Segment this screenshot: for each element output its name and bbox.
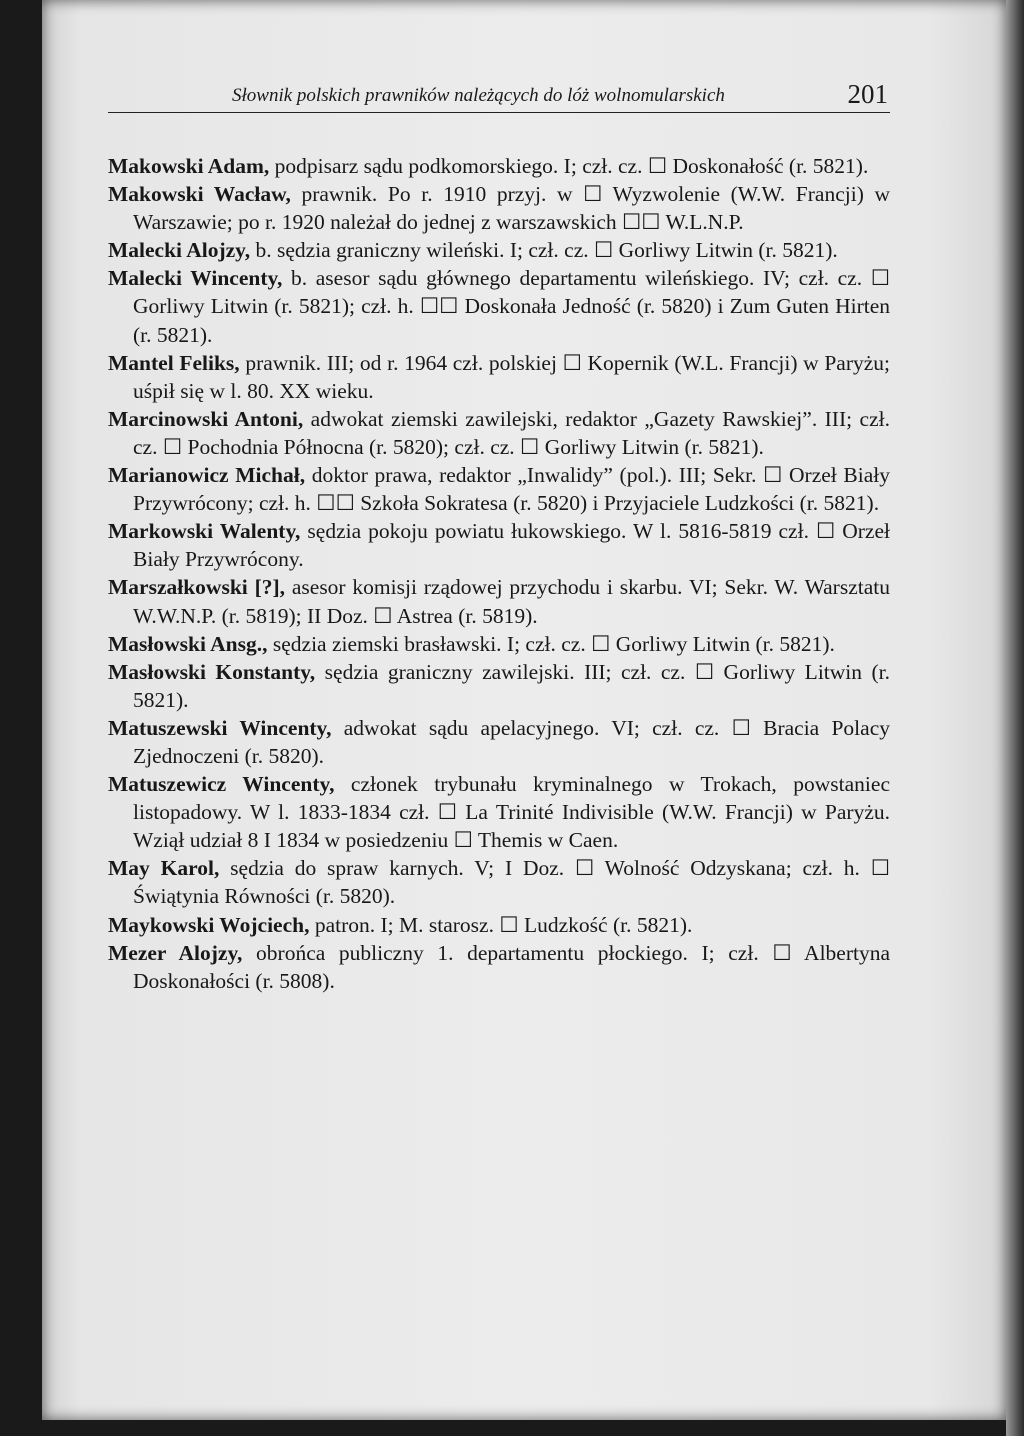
entry-name: Malecki Wincenty, bbox=[108, 266, 283, 291]
entry-matuszewski-wincenty bbox=[108, 714, 890, 770]
entry-text: sędzia graniczny zawilejski. III; czł. cz. ☐ Gorliwy Litwin (r. 5821). bbox=[133, 659, 890, 712]
entry-maslowski-ansg bbox=[108, 630, 890, 658]
entry-text: prawnik. III; od r. 1964 czł. polskiej ☐ Kopernik (W.L. Francji) w Paryżu; uśpił się w l. 80. XX wieku. bbox=[133, 350, 891, 403]
entry-maslowski-konstanty bbox=[108, 658, 890, 714]
entry-name: Masłowski Ansg., bbox=[108, 631, 268, 656]
entry-text: sędzia pokoju powiatu łukowskiego. W l. 5816-5819 czł. ☐ Orzeł Biały Przywrócony. bbox=[133, 519, 890, 572]
entry-text: asesor komisji rządowej przychodu i skarbu. VI; Sekr. W. Warsztatu W.W.N.P. (r. 5819); II Doz. ☐ Astrea (r. 5819). bbox=[133, 575, 890, 628]
entry-name: Mantel Feliks, bbox=[108, 350, 240, 375]
entry-name: Marszałkowski [?], bbox=[108, 575, 286, 600]
page-number: 201 bbox=[847, 79, 888, 109]
entry-maykowski-wojciech bbox=[108, 911, 890, 939]
entry-text: podpisarz sądu podkomorskiego. I; czł. cz. ☐ Doskonałość (r. 5821). bbox=[269, 154, 869, 178]
entry-text: doktor prawa, redaktor „Inwalidy” (pol.). III; Sekr. ☐ Orzeł Biały Przywrócony; czł. h. ☐☐ Szkoła Sokratesa (r. 5820) i Przyjaciele Ludzkości (r. 5821). bbox=[133, 463, 890, 516]
entry-makowski-adam bbox=[108, 152, 890, 180]
entry-name: Markowski Walenty, bbox=[108, 519, 301, 544]
entry-text: adwokat sądu apelacyjnego. VI; czł. cz. ☐ Bracia Polacy Zjednoczeni (r. 5820). bbox=[133, 715, 890, 768]
entry-marianowicz-michal bbox=[108, 461, 890, 517]
entry-text: członek trybunału kryminalnego w Trokach, powstaniec listopadowy. W l. 1833-1834 czł. ☐ La Trinité Indivisible (W.W. Francji) w Paryżu. Wziął udział 8 I 1834 w posiedzeniu ☐ Themis w Caen. bbox=[133, 772, 890, 853]
entry-text: sędzia ziemski brasławski. I; czł. cz. ☐ Gorliwy Litwin (r. 5821). bbox=[267, 631, 835, 656]
entry-name: May Karol, bbox=[108, 856, 220, 881]
entry-name: Matuszewski Wincenty, bbox=[108, 715, 332, 740]
dictionary-entries bbox=[108, 152, 890, 995]
running-title: Słownik polskich prawników należących do lóż wolnomularskich bbox=[232, 85, 725, 106]
entry-name: Malecki Alojzy, bbox=[108, 238, 251, 263]
entry-name: Matuszewicz Wincenty, bbox=[108, 772, 335, 797]
page-edge-shadow bbox=[1006, 0, 1024, 1436]
entry-text: patron. I; M. starosz. ☐ Ludzkość (r. 5821). bbox=[309, 912, 693, 937]
entry-name: Mezer Alojzy, bbox=[108, 940, 243, 965]
entry-name: Masłowski Konstanty, bbox=[108, 659, 316, 684]
entry-text: b. sędzia graniczny wileński. I; czł. cz. ☐ Gorliwy Litwin (r. 5821). bbox=[250, 238, 838, 263]
entry-text: prawnik. Po r. 1910 przyj. w ☐ Wyzwolenie (W.W. Francji) w Warszawie; po r. 1920 należał do jednej z warszawskich ☐☐ W.L.N.P. bbox=[133, 182, 890, 235]
entry-mantel-feliks bbox=[108, 349, 890, 405]
entry-makowski-waclaw bbox=[108, 180, 890, 236]
entry-text: sędzia do spraw karnych. V; I Doz. ☐ Wolność Odzyskana; czł. h. ☐ Świątynia Równości (r. 5820). bbox=[133, 856, 890, 909]
entry-text: adwokat ziemski zawilejski, redaktor „Gazety Rawskiej”. III; czł. cz. ☐ Pochodnia Północna (r. 5820); czł. cz. ☐ Gorliwy Litwin (r. 5821). bbox=[133, 406, 890, 459]
entry-malecki-alojzy bbox=[108, 236, 890, 264]
entry-marcinowski-antoni bbox=[108, 405, 890, 461]
entry-may-karol bbox=[108, 854, 890, 910]
entry-name: Marcinowski Antoni, bbox=[108, 406, 304, 431]
entry-mezer-alojzy bbox=[108, 939, 890, 995]
page-header bbox=[108, 72, 890, 113]
entry-malecki-wincenty bbox=[108, 264, 890, 348]
entry-name: Makowski Adam, bbox=[108, 154, 270, 178]
entry-name: Marianowicz Michał, bbox=[108, 463, 306, 488]
entry-markowski-walenty bbox=[108, 517, 890, 573]
entry-name: Maykowski Wojciech, bbox=[108, 912, 310, 937]
entry-marszalkowski bbox=[108, 573, 890, 629]
entry-matuszewicz-wincenty bbox=[108, 770, 890, 854]
entry-text: b. asesor sądu głównego departamentu wileńskiego. IV; czł. cz. ☐ Gorliwy Litwin (r. 5821); czł. h. ☐☐ Doskonała Jedność (r. 5820) i Zum Guten Hirten (r. 5821). bbox=[133, 266, 890, 347]
entry-name: Makowski Wacław, bbox=[108, 182, 291, 207]
entry-text: obrońca publiczny 1. departamentu płockiego. I; czł. ☐ Albertyna Doskonałości (r. 5808). bbox=[133, 940, 891, 993]
